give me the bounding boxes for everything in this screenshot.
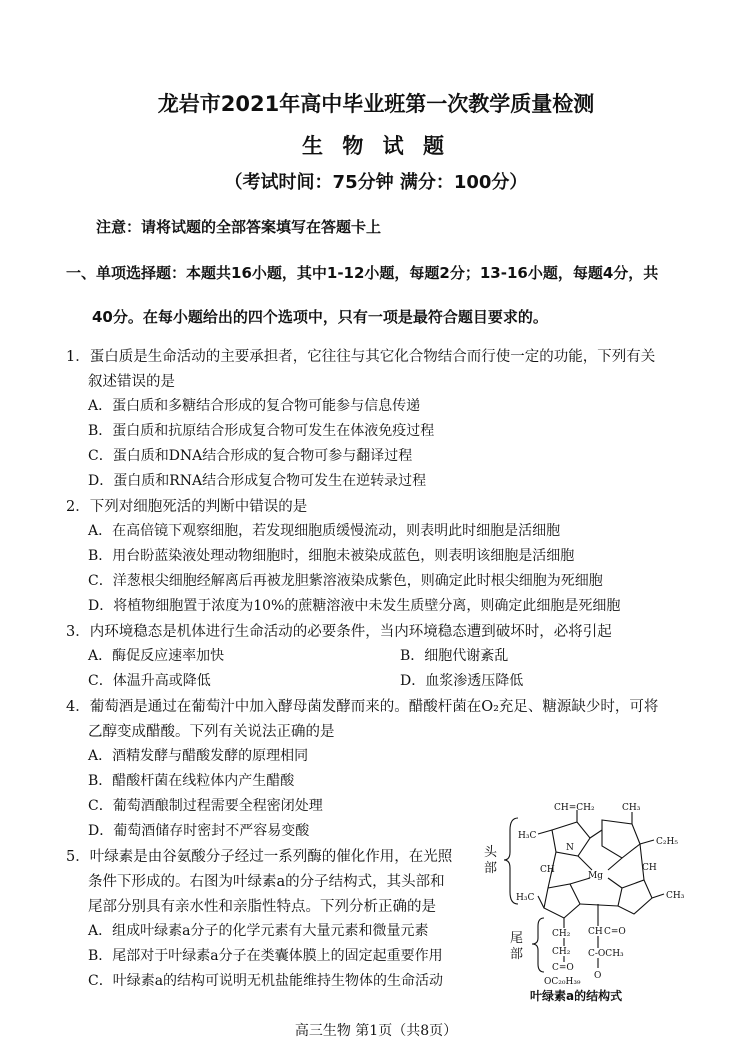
notice: 注意：请将试题的全部答案填写在答题卡上 bbox=[96, 218, 382, 236]
q2-option-b: B．用台盼蓝染液处理动物细胞时，细胞未被染成蓝色，则表明该细胞是活细胞 bbox=[88, 548, 575, 564]
q2-option-a: A．在高倍镜下观察细胞，若发现细胞质缓慢流动，则表明此时细胞是活细胞 bbox=[88, 523, 561, 539]
q2-option-c: C．洋葱根尖细胞经解离后再被龙胆紫溶液染成紫色，则确定此时根尖细胞为死细胞 bbox=[88, 573, 603, 589]
q3-option-b: B．细胞代谢紊乱 bbox=[400, 648, 509, 664]
tail-label-2: 部 bbox=[510, 947, 524, 962]
q1-option-d: D．蛋白质和RNA结合形成复合物可发生在逆转录过程 bbox=[88, 473, 427, 489]
q4-option-c: C．葡萄酒酿制过程需要全程密闭处理 bbox=[88, 798, 323, 814]
head-label-1: 头 bbox=[484, 845, 498, 860]
atom-c2h5: C₂H₅ bbox=[656, 837, 678, 847]
atom-oc20h39: OC₂₀H₃₉ bbox=[544, 977, 581, 987]
atom-c-eq-o: C=O bbox=[604, 927, 626, 937]
atom-ch-left: CH bbox=[540, 865, 555, 875]
atom-n: N bbox=[566, 843, 574, 853]
exam-title: 龙岩市2021年高中毕业班第一次教学质量检测 bbox=[157, 92, 595, 116]
q4-stem-line2: 乙醇变成醋酸。下列有关说法正确的是 bbox=[88, 724, 335, 740]
atom-ch-bottom: CH bbox=[588, 927, 603, 937]
q3-option-d: D．血浆渗透压降低 bbox=[400, 673, 524, 689]
atom-h3c-left2: H₃C bbox=[516, 893, 535, 903]
page-footer: 高三生物 第1页（共8页） bbox=[294, 1023, 458, 1039]
exam-info: （考试时间：75分钟 满分：100分） bbox=[224, 172, 528, 193]
tail-label-1: 尾 bbox=[510, 931, 524, 946]
q4-option-d: D．葡萄酒储存时密封不严容易变酸 bbox=[88, 823, 310, 839]
q1-option-b: B．蛋白质和抗原结合形成复合物可发生在体液免疫过程 bbox=[88, 423, 435, 439]
q5-option-c: C．叶绿素a的结构可说明无机盐能维持生物体的生命活动 bbox=[88, 973, 444, 989]
atom-h3c-left: H₃C bbox=[518, 831, 537, 841]
q1-stem-line1: 1．蛋白质是生命活动的主要承担者，它往往与其它化合物结合而行使一定的功能，下列有关 bbox=[66, 349, 656, 365]
section-heading-line2: 40分。在每小题给出的四个选项中，只有一项是最符合题目要求的。 bbox=[92, 308, 548, 326]
q3-stem: 3．内环境稳态是机体进行生命活动的必要条件，当内环境稳态遭到破坏时，必将引起 bbox=[66, 624, 612, 640]
q4-option-a: A．酒精发酵与醋酸发酵的原理相同 bbox=[88, 748, 309, 764]
q2-stem: 2．下列对细胞死活的判断中错误的是 bbox=[66, 499, 308, 515]
atom-ch2-b: CH₂ bbox=[552, 947, 571, 957]
q3-option-c: C．体温升高或降低 bbox=[88, 673, 211, 689]
atom-ch3-right: CH₃ bbox=[666, 891, 685, 901]
atom-mg: Mg bbox=[588, 871, 603, 881]
atom-ch-right: CH bbox=[642, 863, 657, 873]
q3-option-a: A．酶促反应速率加快 bbox=[88, 648, 225, 664]
atom-c-och3: C-OCH₃ bbox=[588, 949, 624, 959]
q4-option-b: B．醋酸杆菌在线粒体内产生醋酸 bbox=[88, 773, 295, 789]
q5-option-b: B．尾部对于叶绿素a分子在类囊体膜上的固定起重要作用 bbox=[88, 948, 443, 964]
head-label-2: 部 bbox=[484, 861, 498, 876]
q1-option-a: A．蛋白质和多糖结合形成的复合物可能参与信息传递 bbox=[88, 398, 421, 414]
atom-ch2-a: CH₂ bbox=[552, 929, 571, 939]
q1-stem-line2: 叙述错误的是 bbox=[88, 374, 175, 390]
atom-vinyl: CH=CH₂ bbox=[554, 803, 595, 813]
q4-stem-line1: 4．葡萄酒是通过在葡萄汁中加入酵母菌发酵而来的。醋酸杆菌在O₂充足、糖源缺少时，可将 bbox=[66, 699, 659, 715]
section-heading-line1: 一、单项选择题：本题共16小题，其中1-12小题，每题2分；13-16小题，每题4分，共 bbox=[66, 264, 659, 282]
q2-option-d: D．将植物细胞置于浓度为10%的蔗糖溶液中未发生质壁分离，则确定此细胞是死细胞 bbox=[88, 598, 621, 614]
q5-stem-line2: 条件下形成的。右图为叶绿素a的分子结构式，其头部和 bbox=[88, 874, 445, 890]
atom-ch3-top: CH₃ bbox=[622, 803, 641, 813]
figure-caption: 叶绿素a的结构式 bbox=[530, 989, 623, 1003]
q5-option-a: A．组成叶绿素a分子的化学元素有大量元素和微量元素 bbox=[88, 923, 429, 939]
atom-coo: C=O bbox=[552, 963, 574, 973]
q5-stem-line1: 5．叶绿素是由谷氨酸分子经过一系列酶的催化作用，在光照 bbox=[66, 849, 453, 865]
chlorophyll-a-structure-figure bbox=[482, 800, 704, 1006]
q5-stem-line3: 尾部分别具有亲水性和亲脂性特点。下列分析正确的是 bbox=[88, 899, 436, 915]
q1-option-c: C．蛋白质和DNA结合形成的复合物可参与翻译过程 bbox=[88, 448, 413, 464]
atom-o: O bbox=[594, 971, 602, 981]
subject-title: 生 物 试 题 bbox=[302, 134, 450, 158]
